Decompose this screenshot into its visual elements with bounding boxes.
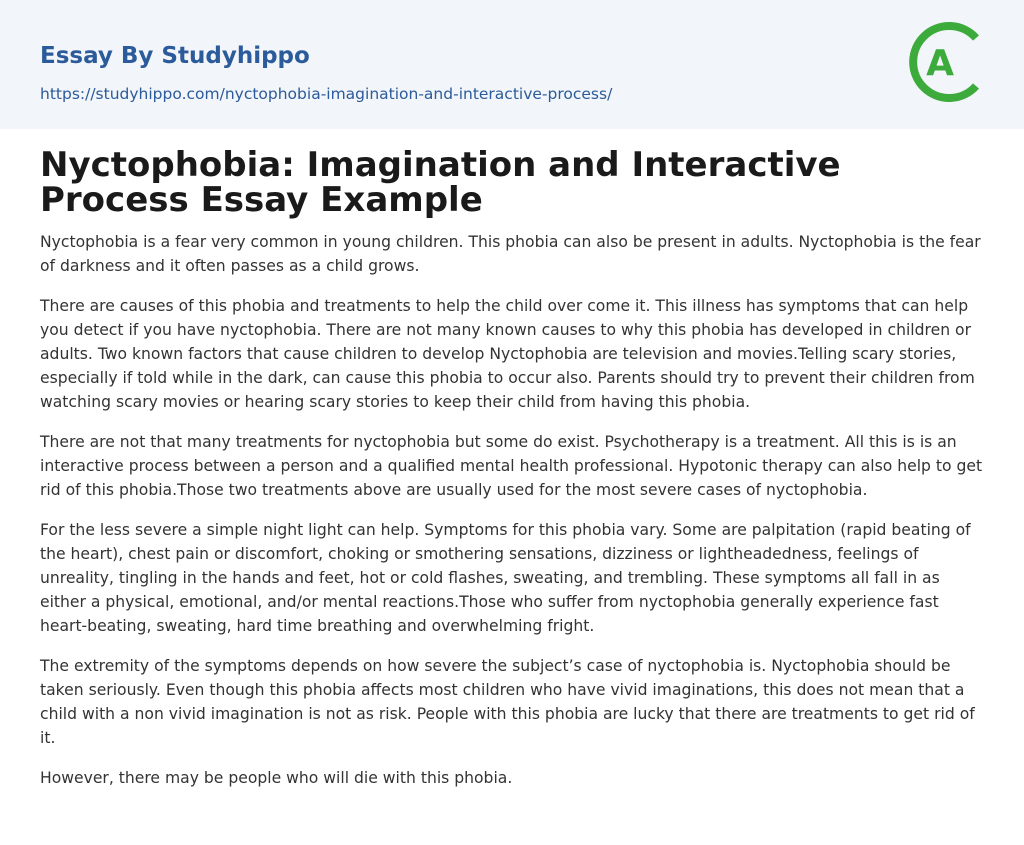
page-title: Nyctophobia: Imagination and Interactive Process Essay Example	[40, 145, 841, 220]
article-body	[40, 145, 986, 806]
paragraph-5: The extremity of the symptoms depends on how severe the subject’s case of nyctophobia is. Nyctophobia should be taken seriously. Even though this phobia affects most children who have vivid imaginations, this does not mean that a child with a non vivid imagination is not as risk. People with this phobia are lucky that there are treatments to get rid of it.	[40, 657, 975, 747]
paragraph-2: There are causes of this phobia and treatments to help the child over come it. This illness has symptoms that can help you detect if you have nyctophobia. There are not many known causes to why this phobia has developed in children or adults. Two known factors that cause children to develop Nyctophobia are television and movies.Telling scary stories, especially if told while in the dark, can cause this phobia to occur also. Parents should try to prevent their children from watching scary movies or hearing scary stories to keep their child from having this phobia.	[40, 297, 975, 411]
logo-letter: A	[926, 43, 954, 84]
paragraph-6: However, there may be people who will die with this phobia.	[40, 769, 513, 787]
site-header	[0, 0, 1024, 129]
site-brand[interactable]: Essay By Studyhippo	[40, 43, 310, 69]
paragraph-1: Nyctophobia is a fear very common in young children. This phobia can also be present in adults. Nyctophobia is the fear of darkness and it often passes as a child grows.	[40, 233, 981, 275]
source-url-link[interactable]: https://studyhippo.com/nyctophobia-imagination-and-interactive-process/	[40, 85, 613, 103]
paragraph-4: For the less severe a simple night light can help. Symptoms for this phobia vary. Some are palpitation (rapid beating of the heart), chest pain or discomfort, choking or smothering sensations, dizziness or lightheadedness, feelings of unreality, tingling in the hands and feet, hot or cold flashes, sweating, and trembling. These symptoms all fall in as either a physical, emotional, and/or mental reactions.Those who suffer from nyctophobia generally experience fast heart-beating, sweating, hard time breathing and overwhelming fright.	[40, 521, 971, 635]
paragraph-3: There are not that many treatments for nyctophobia but some do exist. Psychotherapy is a treatment. All this is is an interactive process between a person and a qualified mental health professional. Hypotonic therapy can also help to get rid of this phobia.Those two treatments above are usually used for the most severe cases of nyctophobia.	[40, 433, 983, 499]
studyhippo-logo-icon[interactable]	[906, 18, 990, 106]
